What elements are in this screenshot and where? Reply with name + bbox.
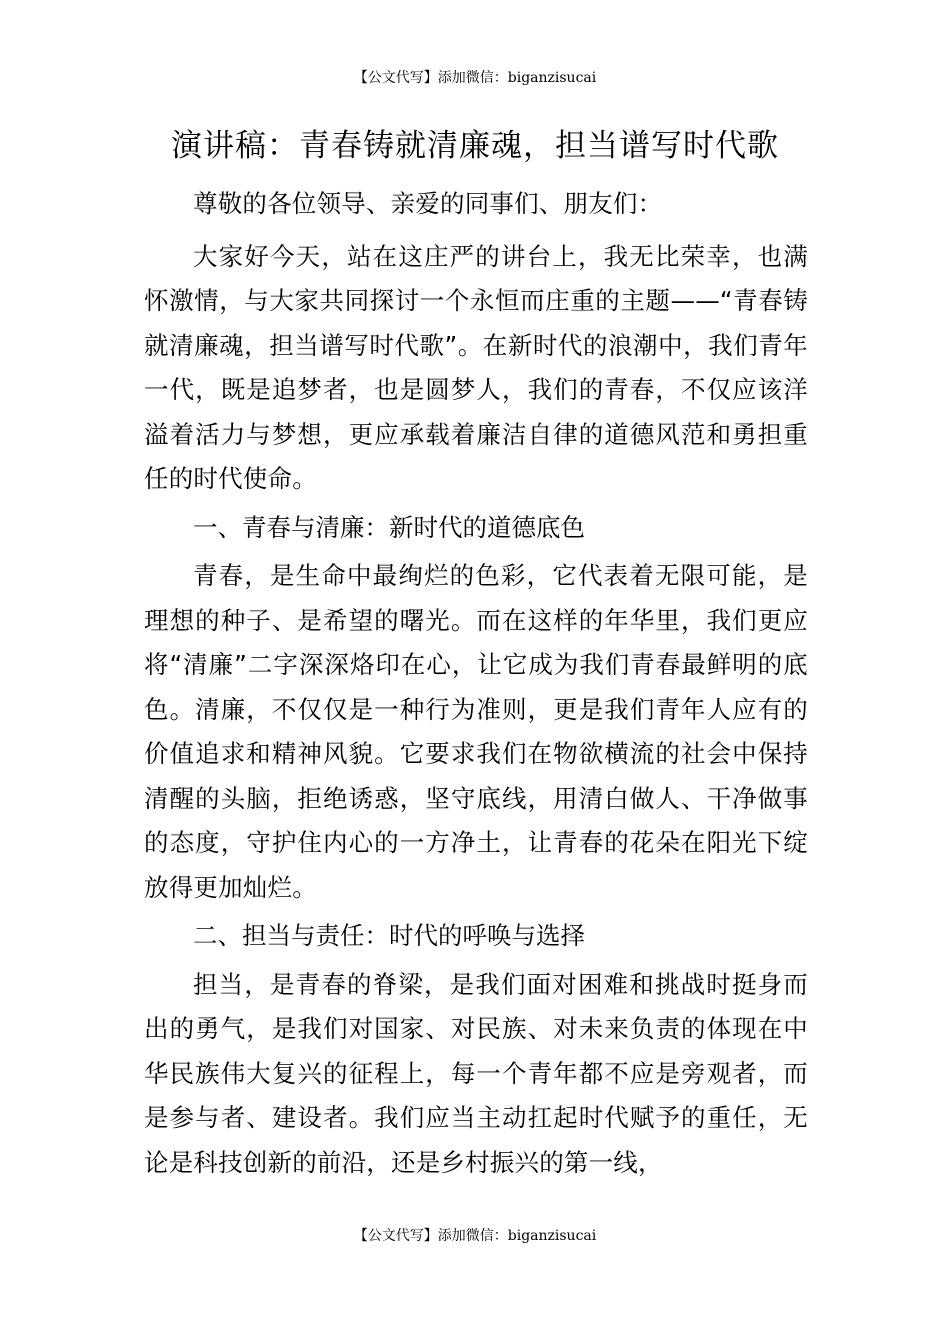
header-watermark: 【公文代写】添加微信：biganzisucai <box>353 70 597 86</box>
section-paragraph: 青春，是生命中最绚烂的色彩，它代表着无限可能，是理想的种子、是希望的曙光。而在这样的年华里，我们更应将“清廉”二字深深烙印在心，让它成为我们青春最鲜明的底色。清廉，不仅仅是一种行为准则，更是我们青年人应有的价值追求和精神风貌。它要求我们在物欲横流的社会中保持清醒的头脑，拒绝诱惑，坚守底线，用清白做人、干净做事的态度，守护住内心的一方净土，让青春的花朵在阳光下绽放得更加灿烂。 <box>144 561 808 902</box>
greeting: 尊敬的各位领导、亲爱的同事们、朋友们： <box>193 189 663 218</box>
document-body <box>144 182 808 1189</box>
section-paragraph: 担当，是青春的脊梁，是我们面对困难和挑战时挺身而出的勇气，是我们对国家、对民族、对未来负责的体现在中华民族伟大复兴的征程上，每一个青年都不应是旁观者，而是参与者、建设者。我们应当主动扛起时代赋予的重任，无论是科技创新的前沿，还是乡村振兴的第一线， <box>144 969 808 1177</box>
footer-watermark: 【公文代写】添加微信：biganzisucai <box>353 1228 597 1244</box>
page-title: 演讲稿：青春铸就清廉魂，担当谱写时代歌 <box>171 128 779 164</box>
section-heading: 一、青春与清廉：新时代的道德底色 <box>193 512 585 542</box>
section-heading: 二、担当与责任：时代的呼唤与选择 <box>193 921 585 950</box>
intro-paragraph: 大家好今天，站在这庄严的讲台上，我无比荣幸，也满怀激情，与大家共同探讨一个永恒而庄重的主题——“青春铸就清廉魂，担当谱写时代歌”。在新时代的浪潮中，我们青年一代，既是追梦者，也是圆梦人，我们的青春，不仅应该洋溢着活力与梦想，更应承载着廉洁自律的道德风范和勇担重任的时代使命。 <box>144 241 808 493</box>
